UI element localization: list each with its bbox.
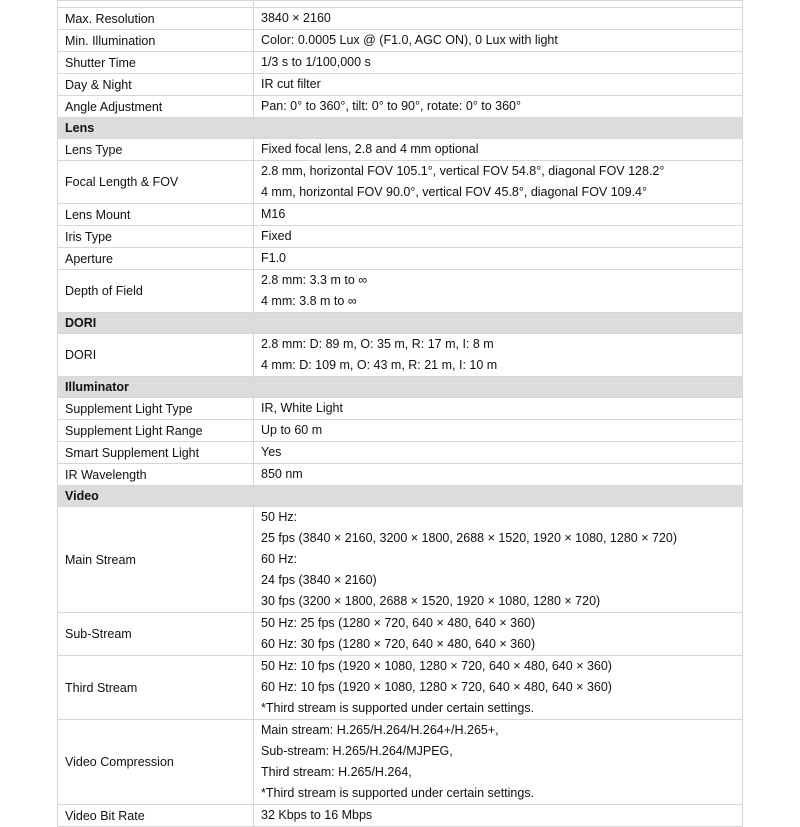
spec-label: Depth of Field xyxy=(58,270,254,313)
spec-row xyxy=(58,8,743,30)
spec-row xyxy=(58,1,743,8)
spec-value-cell xyxy=(254,507,743,613)
spec-value-cell xyxy=(254,420,743,442)
spec-value-line: 50 Hz: 25 fps (1280 × 720, 640 × 480, 640 × 360) xyxy=(261,616,536,630)
spec-value-line: 4 mm: D: 109 m, O: 43 m, R: 21 m, I: 10 m xyxy=(261,358,498,372)
spec-value-cell xyxy=(254,248,743,270)
spec-row xyxy=(58,656,743,720)
spec-label: Min. Illumination xyxy=(58,30,254,52)
spec-value-line: 32 Kbps to 16 Mbps xyxy=(261,808,373,822)
spec-value-line: 25 fps (3840 × 2160, 3200 × 1800, 2688 × 1520, 1920 × 1080, 1280 × 720) xyxy=(261,531,677,545)
spec-value-cell xyxy=(254,30,743,52)
spec-value-line: *Third stream is supported under certain settings. xyxy=(261,786,535,800)
spec-row xyxy=(58,248,743,270)
spec-value-line: Fixed focal lens, 2.8 and 4 mm optional xyxy=(261,142,479,156)
spec-value-cell xyxy=(254,1,743,8)
section-title: DORI xyxy=(58,313,254,334)
spec-table xyxy=(57,0,743,827)
section-title: Illuminator xyxy=(58,377,254,398)
spec-value-line: IR cut filter xyxy=(261,77,321,91)
spec-row xyxy=(58,613,743,656)
spec-row xyxy=(58,226,743,248)
spec-row xyxy=(58,161,743,204)
spec-value-cell xyxy=(254,204,743,226)
spec-label xyxy=(58,1,254,8)
spec-value-line: 2.8 mm, horizontal FOV 105.1°, vertical FOV 54.8°, diagonal FOV 128.2° xyxy=(261,164,665,178)
spec-value-cell xyxy=(254,656,743,720)
spec-value-cell xyxy=(254,398,743,420)
spec-row xyxy=(58,507,743,613)
spec-label: Video Compression xyxy=(58,720,254,805)
spec-row xyxy=(58,398,743,420)
spec-value-cell xyxy=(254,8,743,30)
spec-row xyxy=(58,204,743,226)
spec-label: Angle Adjustment xyxy=(58,96,254,118)
spec-value-line: Up to 60 m xyxy=(261,423,323,437)
spec-label: Day & Night xyxy=(58,74,254,96)
spec-label: Sub-Stream xyxy=(58,613,254,656)
spec-value-line: Main stream: H.265/H.264/H.264+/H.265+, xyxy=(261,723,499,737)
spec-row xyxy=(58,464,743,486)
spec-row xyxy=(58,30,743,52)
spec-row xyxy=(58,74,743,96)
spec-label: DORI xyxy=(58,334,254,377)
section-fill xyxy=(254,377,743,398)
spec-value-line: 60 Hz: 10 fps (1920 × 1080, 1280 × 720, 640 × 480, 640 × 360) xyxy=(261,680,612,694)
spec-row xyxy=(58,139,743,161)
spec-label: Max. Resolution xyxy=(58,8,254,30)
spec-value-line: 60 Hz: 30 fps (1280 × 720, 640 × 480, 640 × 360) xyxy=(261,637,536,651)
section-fill xyxy=(254,486,743,507)
spec-label: Video Bit Rate xyxy=(58,805,254,827)
section-title: Video xyxy=(58,486,254,507)
spec-value-line: 2.8 mm: D: 89 m, O: 35 m, R: 17 m, I: 8 m xyxy=(261,337,494,351)
spec-value-cell xyxy=(254,52,743,74)
spec-value-cell xyxy=(254,720,743,805)
spec-value-cell xyxy=(254,334,743,377)
spec-label: IR Wavelength xyxy=(58,464,254,486)
spec-row xyxy=(58,420,743,442)
spec-label: Aperture xyxy=(58,248,254,270)
spec-value-line: 24 fps (3840 × 2160) xyxy=(261,573,377,587)
spec-value-line: 1/3 s to 1/100,000 s xyxy=(261,55,371,69)
spec-label: Lens Mount xyxy=(58,204,254,226)
spec-label: Lens Type xyxy=(58,139,254,161)
spec-value-line: 4 mm, horizontal FOV 90.0°, vertical FOV 45.8°, diagonal FOV 109.4° xyxy=(261,185,648,199)
spec-row xyxy=(58,442,743,464)
spec-table-body xyxy=(58,1,743,827)
spec-value-line: 60 Hz: xyxy=(261,552,298,566)
spec-row xyxy=(58,52,743,74)
spec-value-cell xyxy=(254,139,743,161)
spec-label: Supplement Light Type xyxy=(58,398,254,420)
spec-value-line: Pan: 0° to 360°, tilt: 0° to 90°, rotate: 0° to 360° xyxy=(261,99,522,113)
spec-row xyxy=(58,270,743,313)
spec-value-line xyxy=(261,1,742,7)
spec-value-line: F1.0 xyxy=(261,251,287,265)
spec-value-cell xyxy=(254,464,743,486)
spec-row xyxy=(58,96,743,118)
spec-value-line: 3840 × 2160 xyxy=(261,11,331,25)
spec-label: Main Stream xyxy=(58,507,254,613)
spec-row xyxy=(58,805,743,827)
spec-row xyxy=(58,720,743,805)
spec-value-cell xyxy=(254,805,743,827)
spec-label: Smart Supplement Light xyxy=(58,442,254,464)
spec-value-line: Fixed xyxy=(261,229,292,243)
spec-value-line: 4 mm: 3.8 m to ∞ xyxy=(261,294,357,308)
spec-label: Third Stream xyxy=(58,656,254,720)
spec-label: Iris Type xyxy=(58,226,254,248)
spec-value-line: Color: 0.0005 Lux @ (F1.0, AGC ON), 0 Lux with light xyxy=(261,33,558,47)
spec-value-line: M16 xyxy=(261,207,286,221)
spec-value-cell xyxy=(254,613,743,656)
spec-value-line: Third stream: H.265/H.264, xyxy=(261,765,412,779)
spec-value-cell xyxy=(254,74,743,96)
section-header xyxy=(58,377,743,398)
spec-value-line: 2.8 mm: 3.3 m to ∞ xyxy=(261,273,368,287)
spec-value-line: IR, White Light xyxy=(261,401,343,415)
spec-value-cell xyxy=(254,96,743,118)
spec-row xyxy=(58,334,743,377)
spec-label: Shutter Time xyxy=(58,52,254,74)
spec-label: Focal Length & FOV xyxy=(58,161,254,204)
spec-value-line: 30 fps (3200 × 1800, 2688 × 1520, 1920 × 1080, 1280 × 720) xyxy=(261,594,601,608)
section-fill xyxy=(254,313,743,334)
spec-value-line: Yes xyxy=(261,445,282,459)
spec-value-cell xyxy=(254,161,743,204)
section-fill xyxy=(254,118,743,139)
spec-value-cell xyxy=(254,270,743,313)
spec-value-cell xyxy=(254,442,743,464)
section-header xyxy=(58,118,743,139)
spec-value-cell xyxy=(254,226,743,248)
spec-value-line: *Third stream is supported under certain settings. xyxy=(261,701,535,715)
spec-value-line: 50 Hz: xyxy=(261,510,298,524)
spec-value-line: 850 nm xyxy=(261,467,303,481)
spec-value-line: 50 Hz: 10 fps (1920 × 1080, 1280 × 720, 640 × 480, 640 × 360) xyxy=(261,659,612,673)
section-header xyxy=(58,486,743,507)
section-header xyxy=(58,313,743,334)
section-title: Lens xyxy=(58,118,254,139)
spec-value-line: Sub-stream: H.265/H.264/MJPEG, xyxy=(261,744,453,758)
spec-label: Supplement Light Range xyxy=(58,420,254,442)
